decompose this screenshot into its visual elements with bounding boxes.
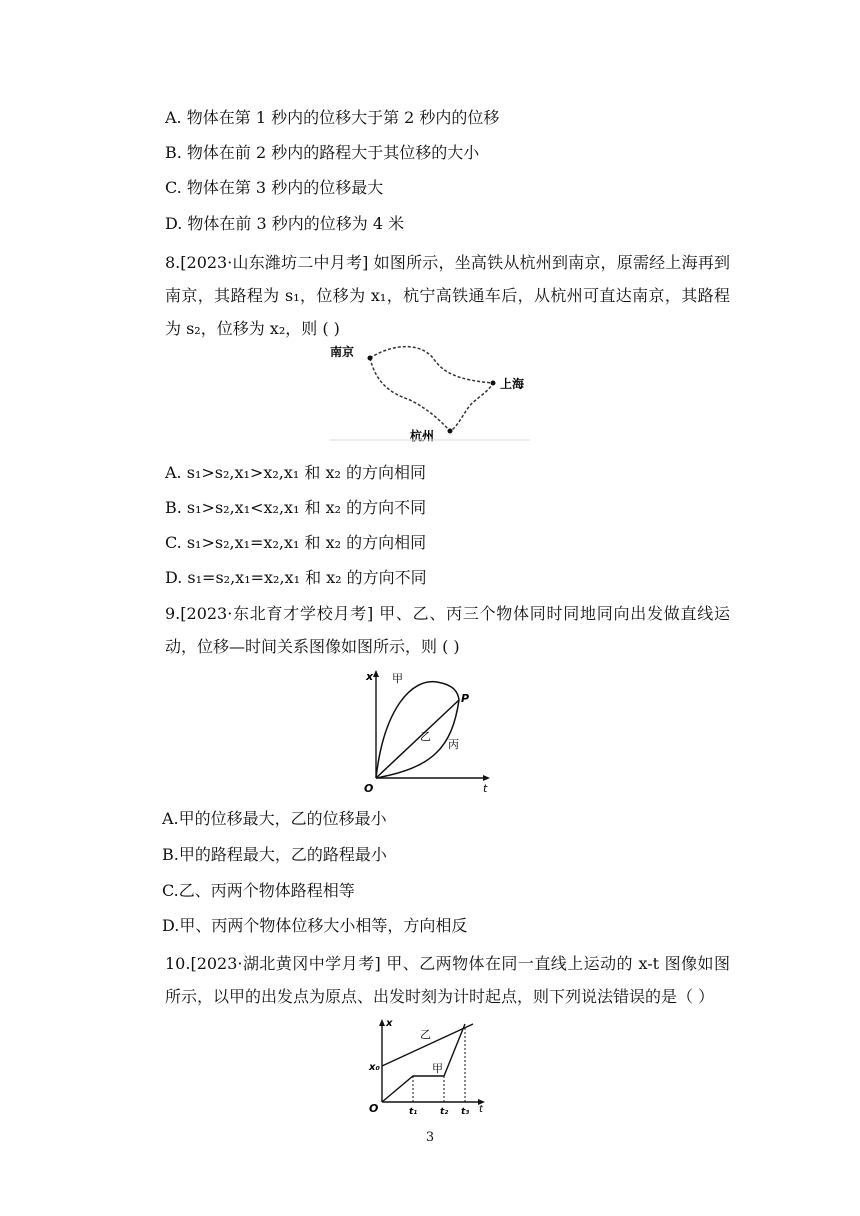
- q7-option-b: B. 物体在前 2 秒内的路程大于其位移的大小: [165, 143, 480, 162]
- x-axis-arrow: [379, 1019, 385, 1026]
- q9-option-a: A.甲的位移最大，乙的位移最小: [162, 809, 387, 828]
- t2-label: t₂: [440, 1107, 449, 1116]
- jia-label: 甲: [392, 672, 403, 685]
- q8-stem: [130, 246, 730, 345]
- page-number: 3: [425, 1130, 435, 1145]
- shanghai-label: 上海: [500, 377, 525, 391]
- q8-option-d: D. s₁=s₂,x₁=x₂,x₁ 和 x₂ 的方向不同: [165, 568, 427, 587]
- t-label: t: [479, 1104, 483, 1115]
- shanghai-point: [491, 381, 496, 386]
- q9-option-d: D.甲、丙两个物体位移大小相等，方向相反: [162, 916, 468, 935]
- jia-label: 甲: [432, 1062, 443, 1075]
- q10-stem: [130, 947, 730, 1013]
- yi-label: 乙: [420, 1028, 431, 1041]
- q10-stem-text: 10.[2023·湖北黄冈中学月考] 甲、乙两物体在同一直线上运动的 x-t 图像如图所示，以甲的出发点为原点、出发时刻为计时起点，则下列说法错误的是（ ）: [165, 954, 730, 1006]
- q7-option-c: C. 物体在第 3 秒内的位移最大: [165, 178, 384, 197]
- q10-xt-graph: [368, 1016, 492, 1116]
- t1-label: t₁: [409, 1107, 418, 1116]
- bing-label: 丙: [448, 738, 459, 751]
- x-axis-arrow: [373, 670, 379, 677]
- q8-stem-text: 8.[2023·山东潍坊二中月考] 如图所示，坐高铁从杭州到南京，原需经上海再到南京，其路程为 s₁，位移为 x₁，杭宁高铁通车后，从杭州可直达南京，其路程为 s₂，位移为 x₂，则 ( ): [165, 253, 730, 338]
- x-label: x: [366, 670, 374, 683]
- q9-stem: [130, 597, 730, 663]
- q9-option-b: B.甲的路程最大，乙的路程最小: [162, 845, 387, 864]
- q8-option-b: B. s₁>s₂,x₁<x₂,x₁ 和 x₂ 的方向不同: [165, 498, 427, 517]
- nanjing-label: 南京: [330, 345, 355, 359]
- q8-option-a: A. s₁>s₂,x₁>x₂,x₁ 和 x₂ 的方向相同: [165, 463, 426, 482]
- q8-option-c: C. s₁>s₂,x₁=x₂,x₁ 和 x₂ 的方向相同: [165, 533, 427, 552]
- x0-label: x₀: [369, 1062, 380, 1073]
- t3-label: t₃: [461, 1107, 470, 1116]
- hangzhou-label: 杭州: [410, 429, 435, 442]
- x-label: x: [386, 1018, 393, 1029]
- point-p-label: P: [461, 692, 470, 705]
- yi-label: 乙: [420, 730, 431, 743]
- curve-jia: [376, 682, 459, 778]
- q9-stem-text: 9.[2023·东北育才学校月考] 甲、乙、丙三个物体同时同地同向出发做直线运动，位移—时间关系图像如图所示，则 ( ): [165, 604, 730, 656]
- t-label: t: [483, 782, 488, 794]
- origin-label: O: [369, 1102, 379, 1115]
- t-axis-arrow: [483, 775, 490, 781]
- q8-route-map: [328, 338, 532, 442]
- origin-label: O: [364, 782, 374, 794]
- q7-option-d: D. 物体在前 3 秒内的位移为 4 米: [165, 214, 405, 233]
- q7-option-a: A. 物体在第 1 秒内的位移大于第 2 秒内的位移: [165, 108, 500, 127]
- hangzhou-point: [448, 429, 453, 434]
- nanjing-point: [368, 356, 373, 361]
- route-path: [370, 347, 493, 431]
- q9-xt-graph: [362, 668, 494, 794]
- q9-option-c: C.乙、丙两个物体路程相等: [162, 881, 355, 900]
